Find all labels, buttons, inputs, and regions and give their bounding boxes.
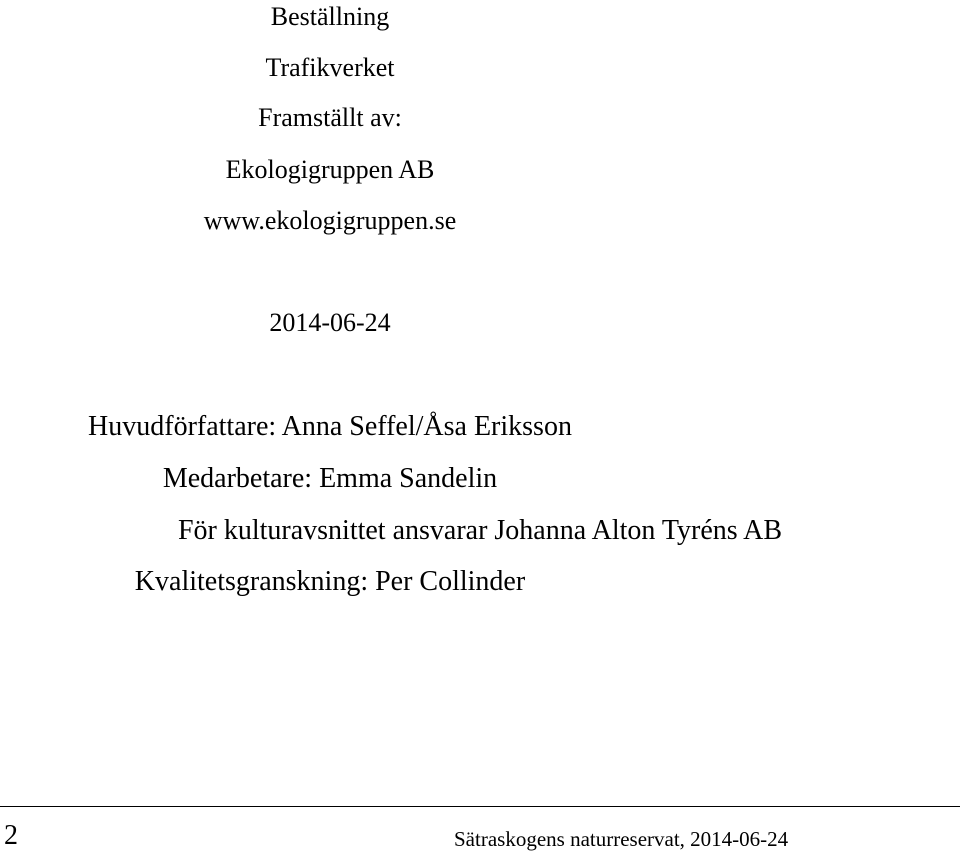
company-name: Ekologigruppen AB xyxy=(225,155,435,184)
footer-page-number: 2 xyxy=(4,820,18,851)
footer-document-title: Sätraskogens naturreservat, 2014-06-24 xyxy=(454,827,789,851)
culture-section-line: För kulturavsnittet ansvarar Johanna Alton Tyréns AB xyxy=(177,515,783,546)
collaborator-line: Medarbetare: Emma Sandelin xyxy=(162,463,498,494)
company-website: www.ekologigruppen.se xyxy=(203,206,457,235)
footer-divider xyxy=(0,806,960,807)
document-date: 2014-06-24 xyxy=(269,308,391,337)
order-heading: Beställning xyxy=(270,2,390,31)
produced-by-label: Framställt av: xyxy=(258,103,402,132)
client-name: Trafikverket xyxy=(265,53,395,82)
main-author-line: Huvudförfattare: Anna Seffel/Åsa Eriksson xyxy=(88,411,572,442)
quality-review-line: Kvalitetsgranskning: Per Collinder xyxy=(134,566,526,597)
